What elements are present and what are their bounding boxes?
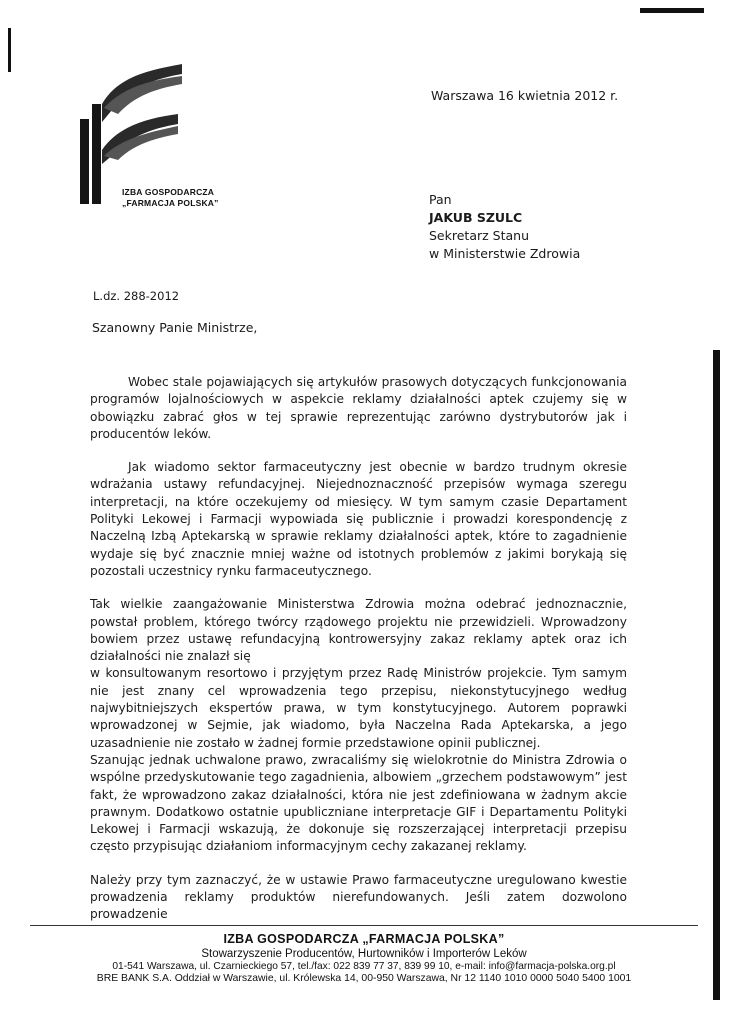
scan-artifact-right: [713, 350, 720, 1000]
logo-caption-line1: IZBA GOSPODARCZA: [122, 187, 215, 197]
scan-artifact-top: [640, 8, 704, 13]
logo-caption: [122, 187, 219, 209]
greeting: Szanowny Panie Ministrze,: [92, 320, 258, 335]
footer-bank: BRE BANK S.A. Oddział w Warszawie, ul. Królewska 14, 00-950 Warszawa, Nr 12 1140 1010 0000 5040 5400 1001: [96, 973, 632, 984]
paragraph-4: w konsultowanym resortowo i przyjętym przez Radę Ministrów projekcie. Tym samym nie jest znany cel wprowadzenia tego przepisu, niekonstytucyjnego według najwybitniejszych ekspertów prawa, w tym konstytucyjnego. Autorem poprawki wprowadzonej w Sejmie, jak wiadomo, była Naczelna Rada Aptekarska, a jego uzasadnienie nie zostało w żadnej formie przedstawione opinii publicznej.: [90, 666, 627, 750]
footer-title: IZBA GOSPODARCZA „FARMACJA POLSKA”: [223, 932, 505, 946]
paragraph-1: Wobec stale pojawiających się artykułów prasowych dotyczących funkcjonowania programów lojalnościowych w aspekcie reklamy działalności aptek czujemy się w obowiązku zabrać głos w tej sprawie reprezentując zarówno dystrybutorów jak i producentów leków.: [90, 375, 627, 441]
letterhead-footer: [30, 932, 698, 985]
addressee-salutation: Pan: [429, 192, 452, 207]
footer-address: 01-541 Warszawa, ul. Czarnieckiego 57, tel./fax: 022 839 77 37, 839 99 10, e-mail: info@farmacja-polska.org.pl: [112, 961, 616, 972]
reference-number: L.dz. 288-2012: [93, 289, 180, 303]
letter-date: Warszawa 16 kwietnia 2012 r.: [431, 88, 619, 103]
paragraph-2: Jak wiadomo sektor farmaceutyczny jest obecnie w bardzo trudnym okresie wdrażania ustawy refundacyjnej. Niejednoznaczność przepisów wymaga szeregu interpretacji, na które oczekujemy od miesięcy. W tym samym czasie Departament Polityki Lekowej i Farmacji wypowiada się publicznie i prowadzi korespondencję z Naczelną Izbą Aptekarską w sprawie reklamy działalności aptek, które to zagadnienie wydaje się być znacznie mniej ważne od istotnych problemów z jakimi borykają się pozostali uczestnicy rynku farmaceutycznego.: [90, 460, 627, 578]
paragraph-5: Szanując jednak uchwalone prawo, zwracaliśmy się wielokrotnie do Ministra Zdrowia o wspólne przedyskutowanie tego zagadnienia, albowiem „grzechem podstawowym” jest fakt, że wprowadzono zakaz działalności, która nie jest zdefiniowana w żadnym akcie prawnym. Dodatkowo ostatnie upubliczniane interpretacje GIF i Departamentu Polityki Lekowej i Farmacji wskazują, że dokonuje się rozszerzającej interpretacji przepisu często przypisując działaniom informacyjnym cechy zakazanej reklamy.: [90, 752, 627, 854]
addressee-title: Sekretarz Stanu: [429, 228, 529, 243]
paragraph-3: Tak wielkie zaangażowanie Ministerstwa Zdrowia można odebrać jednoznacznie, powstał problem, którego twórcy rządowego projektu nie przewidzieli. Wprowadzony bowiem przez ustawę refundacyjną kontrowersyjny zakaz reklamy aptek oraz ich działalności nie znalazł się: [90, 597, 627, 664]
scan-artifact-left: [8, 28, 11, 72]
footer-subtitle: Stowarzyszenie Producentów, Hurtowników i Importerów Leków: [201, 948, 527, 960]
footer-divider: [30, 925, 698, 926]
logo-caption-line2: „FARMACJA POLSKA”: [122, 198, 219, 208]
paragraph-6: Należy przy tym zaznaczyć, że w ustawie Prawo farmaceutyczne uregulowano kwestie prowadzenia reklamy produktów nierefundowanych. Jeśli zatem dozwolono prowadzenie: [90, 872, 627, 922]
addressee-block: [429, 191, 580, 263]
addressee-name: JAKUB SZULC: [429, 210, 523, 225]
letter-body: [90, 374, 627, 924]
addressee-institution: w Ministerstwie Zdrowia: [429, 246, 581, 261]
